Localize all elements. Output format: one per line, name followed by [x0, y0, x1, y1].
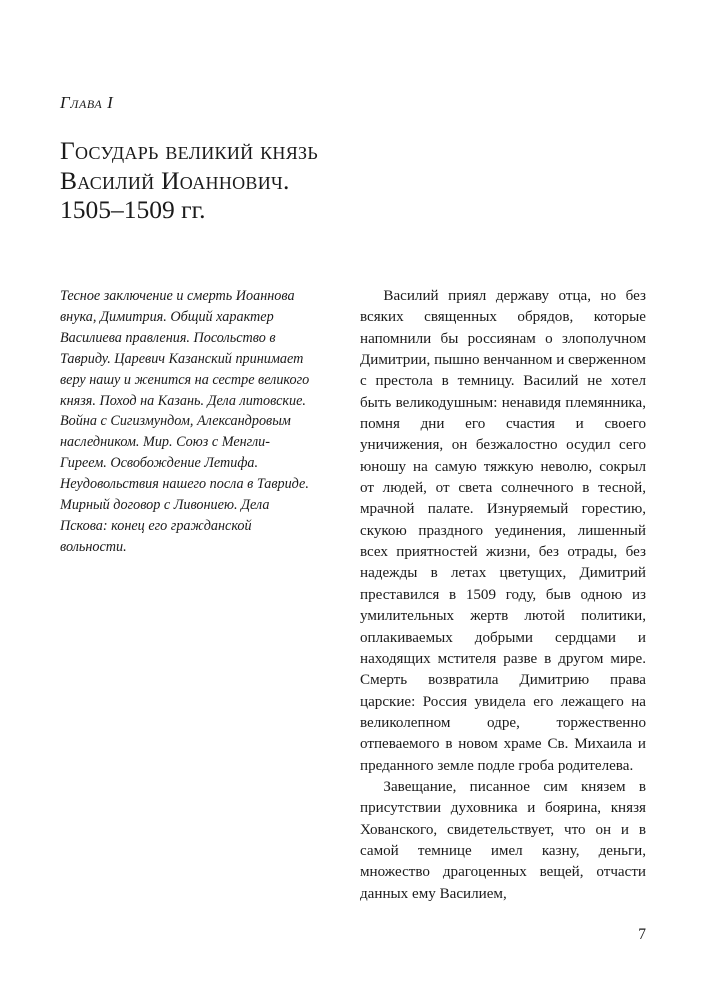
- chapter-title-dates: 1505–1509 гг.: [60, 195, 206, 224]
- body-paragraph: Завещание, писанное сим князем в присутствии духовника и боярина, князя Хованского, свидетельствует, что он и в самой темнице имел казну, деньги, множество драгоценных вещей, отчасти данных ему Василием,: [360, 778, 646, 902]
- chapter-title-line-2: Василий Иоаннович.: [60, 165, 290, 195]
- chapter-summary-column: [60, 286, 316, 558]
- page-number: 7: [638, 926, 646, 943]
- chapter-label: Глава I: [60, 93, 114, 112]
- page-title: [60, 136, 480, 225]
- chapter-heading-block: [60, 92, 480, 225]
- chapter-title-line-1: Государь великий князь: [60, 136, 318, 165]
- chapter-summary-text: Тесное заключение и смерть Иоаннова внука, Димитрия. Общий характер Василиева правления. Посольство в Тавриду. Царевич Казанский принимает веру нашу и женится на сестре великого князя. Поход на Казань. Дела литовские. Война с Сигизмундом, Александровым наследником. Мир. Союз с Менгли-Гиреем. Освобождение Летифа. Неудовольствия нашего посла в Тавриде. Мирный договор с Ливониею. Дела Пскова: конец его гражданской вольности.: [60, 288, 310, 555]
- main-text-column: [360, 286, 646, 905]
- body-paragraph: Василий приял державу отца, но без всяких священных обрядов, которые напомнили бы россиянам о злополучном Димитрии, пышно венчанном и сверженном с престола в темницу. Василий не хотел быть великодушным: ненавидя племянника, помня дни его счастия и своего уничижения, он безжалостно осудил сего юношу на самую тяжкую неволю, сокрыл от людей, от света солнечного в тесной, мрачной палате. Изнуряемый горестию, скукою праздного уединения, лишенный всех приятностей жизни, без отрады, без надежды в летах цветущих, Димитрий преставился в 1509 году, быв одною из умилительных жертв лютой политики, оплакиваемых добрыми сердцами и находящих мстителя разве в другом мире. Смерть возвратила Димитрию права царские: Россия увидела его лежащего на великолепном одре, торжественно отпеваемого в новом храме Св. Михаила и преданного земле подле гроба родителева.: [360, 288, 646, 774]
